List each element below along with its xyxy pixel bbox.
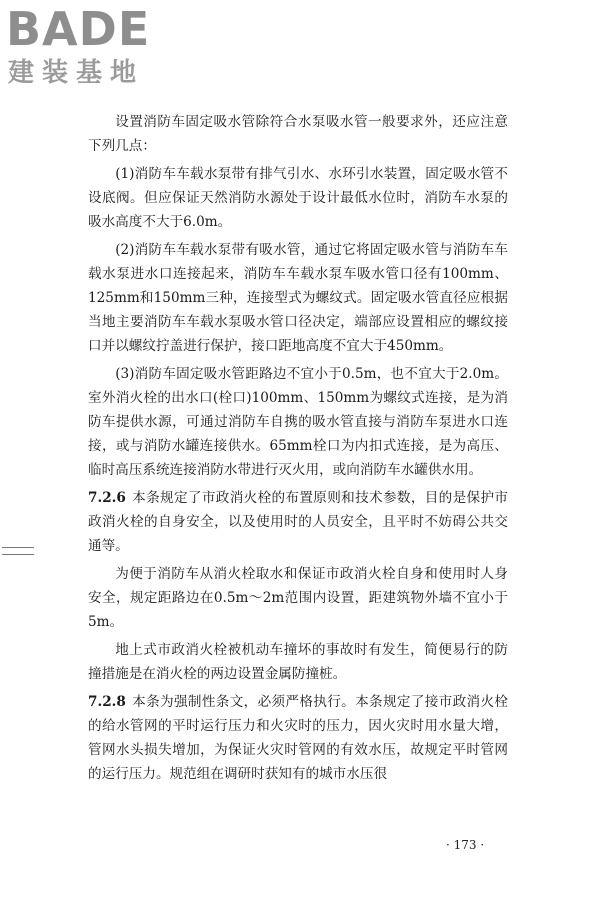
paragraph-intro: 设置消防车固定吸水管除符合水泵吸水管一般要求外，还应注意下列几点： [88, 114, 508, 154]
section-7-2-8 [88, 690, 508, 786]
paragraph-item-2: (2)消防车车载水泵带有吸水管，通过它将固定吸水管与消防车车载水泵进水口连接起来，消防车车载水泵车吸水管口径有100mm、125mm和150mm三种，连接型式为螺纹式。固定吸水管直径应根据当地主要消防车车载水泵吸水管口径决定，端部应设置相应的螺纹接口并以螺纹拧盖进行保护，接口距地高度不宜大于450mm。 [88, 242, 508, 354]
section-text: 本条为强制性条文，必须严格执行。本条规定了接市政消火栓的给水管网的平时运行压力和火灾时的压力，因火灾时用水量大增，管网水头损失增加，为保证火灾时管网的有效水压，故规定平时管网的运行压力。规范组在调研时获知有的城市水压很 [88, 694, 508, 782]
page-number: · 173 · [446, 838, 485, 852]
paragraph-726-3: 地上式市政消火栓被机动车撞坏的事故时有发生，简便易行的防撞措施是在消火栓的两边设置金属防撞桩。 [88, 642, 508, 682]
section-text: 本条规定了市政消火栓的布置原则和技术参数，目的是保护市政消火栓的自身安全，以及使用时的人员安全，且平时不妨碍公共交通等。 [88, 490, 508, 554]
logo-subtitle: 建装基地 [8, 58, 145, 88]
watermark-logo [6, 4, 176, 94]
paragraph-item-3: (3)消防车固定吸水管距路边不宜小于0.5m，也不宜大于2.0m。室外消火栓的出水口(栓口)100mm、150mm为螺纹式连接，是为消防车提供水源，可通过消防车自携的吸水管直接与消防车泵进水口连接，或与消防水罐连接供水。65mm栓口为内扣式连接，是为高压、临时高压系统连接消防水带进行灭火用，或向消防车水罐供水用。 [88, 366, 508, 478]
section-7-2-6 [88, 486, 508, 558]
page-body [88, 110, 508, 790]
paragraph-726-2: 为便于消防车从消火栓取水和保证市政消火栓自身和使用时人身安全，规定距路边在0.5m～2m范围内设置，距建筑物外墙不宜小于5m。 [88, 566, 508, 630]
margin-mark [2, 547, 34, 555]
section-number: 7.2.8 [88, 694, 126, 710]
section-number: 7.2.6 [88, 490, 126, 506]
logo-word: BADE [6, 2, 151, 56]
paragraph-item-1: (1)消防车车载水泵带有排气引水、水环引水装置，固定吸水管不设底阀。但应保证天然消防水源处于设计最低水位时，消防车水泵的吸水高度不大于6.0m。 [88, 166, 508, 230]
